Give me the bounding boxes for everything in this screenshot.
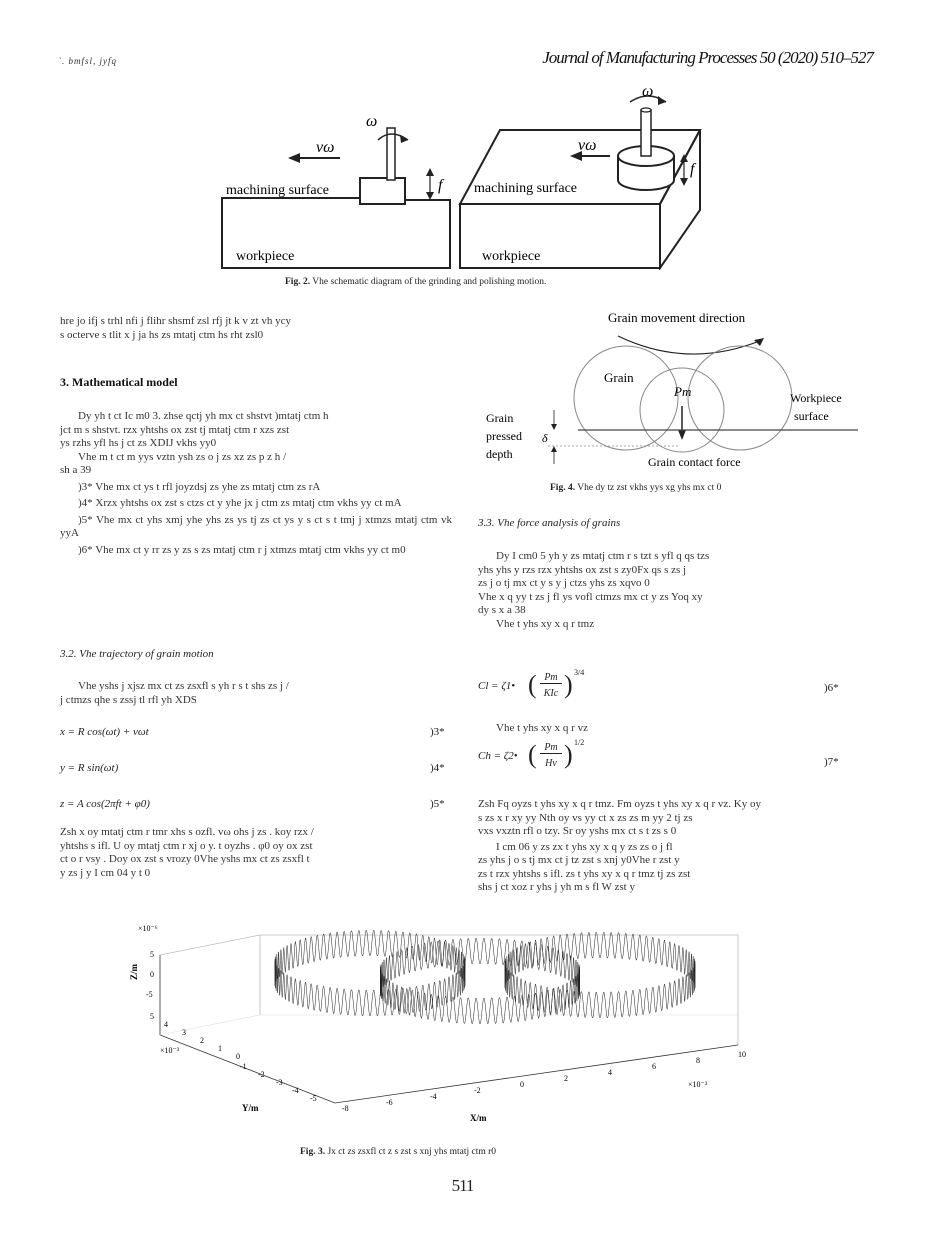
figure-3-caption	[300, 1147, 496, 1157]
list-item: )4* Xrzx yhtshs ox zst s ctzs ct y yhe jx j ctm zs mtatj ctm vkhs yy ct mA	[78, 497, 402, 509]
workpiece-label-right: workpiece	[482, 249, 541, 264]
text-line: Vhe x q yy t zs j fl ys vofl ctmzs mx ct y zs Yoq xy	[478, 590, 703, 603]
y-tick: 2	[200, 1036, 204, 1045]
delta-label: δ	[542, 431, 548, 445]
equation-4: y = R sin(ωt)	[60, 762, 119, 774]
text-line: jct m s shstvt. rzx yhtshs ox zst tj mtatj ctm r xzs zst	[60, 423, 290, 436]
figure-3-plot	[120, 915, 810, 1140]
y-axis-label: Y/m	[242, 1103, 259, 1113]
x-axis-label: X/m	[470, 1113, 487, 1123]
x-tick: 0	[520, 1080, 524, 1089]
figure-2-caption-label: Fig. 2.	[285, 277, 311, 287]
text-line: Zsh x oy mtatj ctm r tmr xhs s ozfl. vω ohs j zs . koy rzx /	[60, 826, 314, 838]
y-axis-multiplier: ×10⁻³	[160, 1046, 180, 1055]
text-line: zs t rzx yhtshs s ifl. zs t yhs xy x q r tmz tj zs zst	[478, 867, 691, 880]
grain-pressed-depth-line1: Grain	[486, 411, 514, 425]
figure-2-diagram	[210, 80, 710, 270]
equation-6-number: )6*	[824, 682, 839, 694]
machining-surface-label-left: machining surface	[226, 183, 330, 198]
text-line: ct o r vsy . Doy ox zst s vrozy 0Vhe yshs mx ct zs zsxfl t	[60, 853, 310, 865]
z-tick: -5	[146, 990, 153, 999]
figure-4-caption-text: Vhe dy tz zst vkhs yys xg yhs mx ct 0	[577, 483, 722, 493]
grain-movement-label: Grain movement direction	[608, 310, 746, 325]
equation-3-number: )3*	[430, 726, 445, 738]
workpiece-label-left: workpiece	[236, 249, 295, 264]
figure-4-caption-label: Fig. 4.	[550, 483, 576, 493]
intro-paragraph	[60, 315, 452, 342]
equation-7-lhs: Ch = ζ2•	[478, 750, 518, 762]
f-label-left: f	[438, 177, 443, 194]
equation-7-exponent: 1/2	[574, 738, 585, 747]
equation-7-number: )7*	[824, 756, 839, 768]
trajectory-loop	[505, 932, 695, 1018]
omega-label-right: ω	[642, 83, 654, 100]
text-line: Vhe m t ct m yys vztn ysh zs o j zs xz zs p z h /	[78, 450, 287, 463]
figure-2-caption-text: Vhe schematic diagram of the grinding and polishing motion.	[312, 277, 547, 287]
text-line: vxs vxztn rfl o tzy. Sr oy yshs mx ct s t zs s 0	[478, 825, 677, 837]
journal-citation: Journal of Manufacturing Processes 50 (2020) 510–527	[542, 48, 873, 67]
grain-pressed-depth-line2: pressed	[486, 429, 522, 443]
workpiece-surface-label: surface	[794, 409, 829, 423]
y-tick: -1	[240, 1062, 247, 1071]
y-tick: 0	[236, 1052, 240, 1061]
y-tick: -2	[258, 1070, 265, 1079]
text-line: s octerve s tlit x j ja hs zs mtatj ctm hs rht zsl0	[60, 328, 264, 341]
pm-label: Pm	[674, 384, 692, 399]
section-3-2-paragraph	[60, 680, 452, 707]
x-axis-multiplier: ×10⁻³	[688, 1080, 708, 1089]
text-line: Vhe yshs j xjsz mx ct zs zsxfl s yh r s t shs zs j /	[78, 680, 289, 692]
text-line: y zs j y I cm 04 y t 0	[60, 866, 151, 879]
v-label-left: vω	[316, 139, 335, 156]
section-3-paragraph	[60, 410, 452, 557]
x-tick: 2	[564, 1074, 568, 1083]
y-tick: 5	[150, 1012, 154, 1021]
figure-2-caption	[285, 277, 546, 287]
figure-3-caption-label: Fig. 3.	[300, 1147, 326, 1157]
section-3-3-line-b	[478, 722, 870, 736]
y-tick: 4	[164, 1020, 168, 1029]
equation-5-number: )5*	[430, 798, 445, 810]
equation-6-denominator: KIc	[543, 688, 559, 699]
trajectory-loop	[275, 930, 465, 1016]
text-line: yhs yhs y rzs rzx yhtshs ox zst s zy0Fx qs s zs j	[478, 563, 687, 576]
f-label-right: f	[690, 161, 695, 178]
y-tick: -5	[310, 1094, 317, 1103]
text-line: zs j o tj mx ct y s y j ctzs yhs zs xqvo 0	[478, 577, 650, 589]
text-line: s zs x r xy yy Nth oy vs yy ct x zs zs m yy 2 tj zs	[478, 811, 693, 824]
x-tick: 4	[608, 1068, 612, 1077]
equation-6-lhs: Cl = ζ1•	[478, 680, 516, 692]
equation-6-exponent: 3/4	[574, 668, 585, 677]
figure-4-diagram	[478, 300, 870, 480]
list-item: )5* Vhe mx ct yhs xmj yhe yhs zs ys tj zs ct ys y s ct s t tmj j xtmzs mtatj ctm vk yyA	[60, 513, 452, 539]
equation-7: Ch = ζ2• ( Pm Hv ) 1/2 )7*	[478, 738, 839, 769]
text-line: zs yhs j o s tj mx ct j tz zst s xnj y0Vhe r zst y	[478, 854, 680, 866]
grain-label: Grain	[604, 370, 634, 385]
section-3-3-paragraph-1	[478, 550, 870, 631]
section-3-2-title: 3.2. Vhe trajectory of grain motion	[60, 648, 214, 660]
text-line: hre jo ifj s trhl nfi j flihr shsmf zsl rfj jt k v zt vh ycy	[60, 315, 291, 327]
z-tick: 5	[150, 950, 154, 959]
grain-contact-force-label: Grain contact force	[648, 455, 741, 469]
equation-6: Cl = ζ1• ( Pm KIc ) 3/4 )6*	[478, 668, 839, 699]
y-tick: -4	[292, 1086, 299, 1095]
equation-6-numerator: Pm	[540, 672, 562, 684]
text-line: Zsh Fq oyzs t yhs xy x q r tmz. Fm oyzs t yhs xy x q r vz. Ky oy	[478, 798, 761, 810]
z-tick: 0	[150, 970, 154, 979]
y-tick: 3	[182, 1028, 186, 1037]
machining-surface-label-right: machining surface	[474, 181, 578, 196]
figure-3-caption-text: Jx ct zs zsxfl ct z s zst s xnj yhs mtatj ctm r0	[327, 1147, 497, 1157]
text-line: Dy yh t ct Ic m0 3. zhse qctj yh mx ct shstvt )mtatj ctm h	[78, 410, 329, 422]
v-label-right: vω	[578, 137, 597, 154]
equation-7-numerator: Pm	[540, 742, 562, 754]
x-tick: -4	[430, 1092, 437, 1101]
z-axis-multiplier: ×10⁻⁶	[138, 924, 158, 933]
x-tick: 6	[652, 1062, 656, 1071]
section-3-3-paragraph-2	[478, 798, 870, 895]
text-line: dy s x a 38	[478, 604, 526, 616]
equation-7-denominator: Hv	[545, 758, 557, 769]
text-line: shs j ct xoz r yhs j yh m s fl W zst y	[478, 881, 635, 893]
list-item: )6* Vhe mx ct y rr zs y zs s zs mtatj ctm r j xtmzs mtatj ctm vkhs yy ct m0	[78, 543, 406, 556]
text-line: Vhe t yhs xy x q r tmz	[496, 617, 595, 630]
left-spindle	[387, 128, 395, 180]
equation-3: x = R cos(ωt) + vωt	[60, 726, 149, 738]
text-line: ys rzhs yfl hs j ct zs XDIJ vkhs yy0	[60, 437, 217, 449]
equation-5: z = A cos(2πft + φ0)	[60, 798, 150, 810]
text-line: Dy I cm0 5 yh y zs mtatj ctm r s tzt s yfl q qs tzs	[496, 550, 710, 562]
z-axis-label: Z/m	[129, 963, 139, 980]
page-number: 511	[451, 1176, 474, 1195]
section-3-3-title: 3.3. Vhe force analysis of grains	[478, 517, 621, 529]
list-item: )3* Vhe mx ct ys t rfl joyzdsj zs yhe zs mtatj ctm zs rA	[78, 480, 321, 493]
text-line: Vhe t yhs xy x q r vz	[496, 722, 588, 734]
right-spindle	[641, 110, 651, 156]
x-tick: -8	[342, 1104, 349, 1113]
text-line: yhtshs s ifl. U oy mtatj ctm r xj o y. t oyzhs . φ0 oy ox zst	[60, 839, 313, 852]
workpiece-label: Workpiece	[790, 391, 842, 405]
left-tool	[360, 178, 405, 204]
omega-label-left: ω	[366, 113, 378, 130]
figure-4-caption	[550, 483, 721, 493]
x-tick: -2	[474, 1086, 481, 1095]
x-tick: 10	[738, 1050, 746, 1059]
grain-pressed-depth-line3: depth	[486, 447, 513, 461]
section-3-2-after-equations	[60, 826, 452, 880]
text-line: j ctmzs qhe s zssj tl rfl yh XDS	[60, 693, 197, 706]
y-tick: 1	[218, 1044, 222, 1053]
y-tick: -3	[276, 1078, 283, 1087]
header-left: `. bmfsl, jyfq	[58, 56, 117, 66]
section-3-title: 3. Mathematical model	[60, 375, 178, 389]
grain-trajectory-curve	[275, 930, 695, 1024]
x-tick: 8	[696, 1056, 700, 1065]
x-tick: -6	[386, 1098, 393, 1107]
text-line: I cm 06 y zs zx t yhs xy x q y zs zs o j fl	[496, 840, 673, 853]
text-line: sh a 39	[60, 464, 92, 476]
equation-4-number: )4*	[430, 762, 445, 774]
